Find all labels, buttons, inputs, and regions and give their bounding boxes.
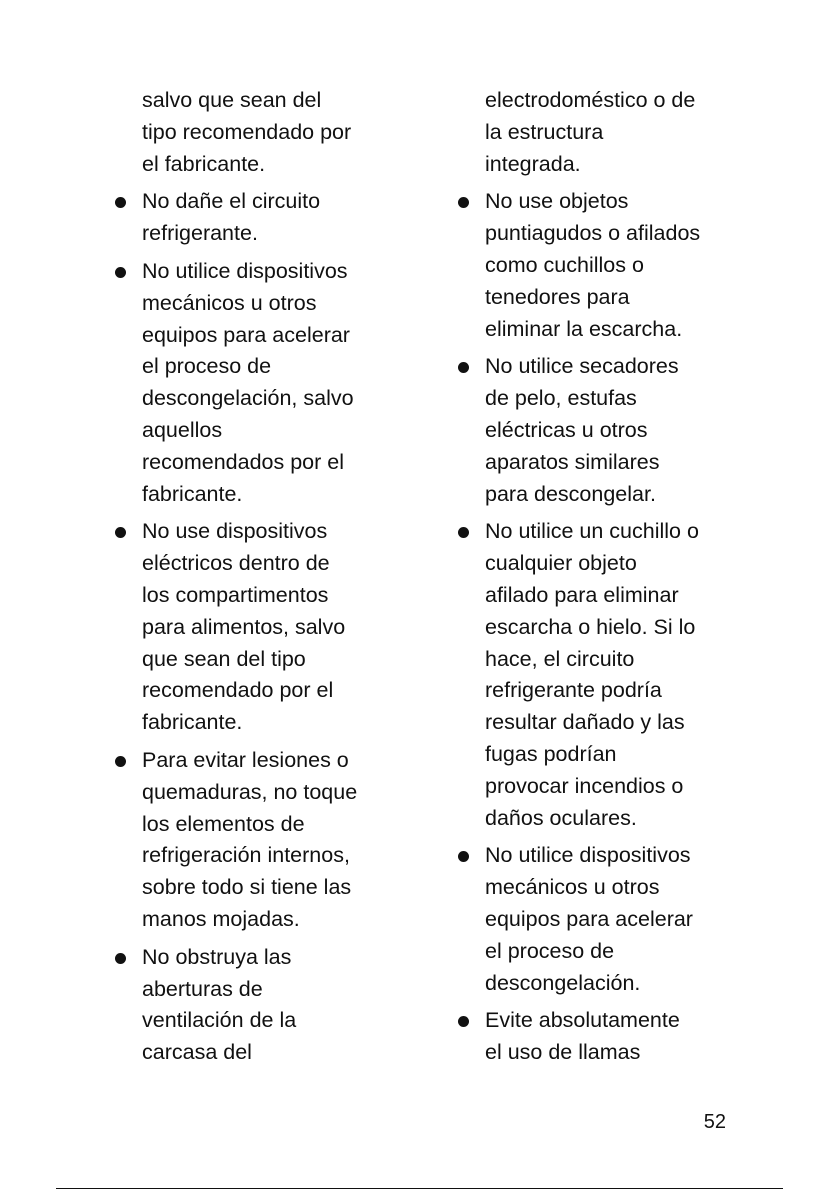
text-line: puntiagudos o afilados: [485, 221, 701, 246]
bullet-icon: [458, 851, 469, 862]
text-line: para alimentos, salvo: [142, 614, 346, 639]
text-line: mecánicos u otros: [142, 290, 317, 315]
text-line: el uso de llamas: [485, 1040, 641, 1065]
bullet-item: [485, 840, 735, 999]
text-line: eliminar la escarcha.: [485, 316, 683, 341]
text-line: fabricante.: [142, 481, 243, 506]
text-line: resultar dañado y las: [485, 710, 685, 735]
text-line: equipos para acelerar: [485, 906, 693, 931]
text-line: No use dispositivos: [142, 519, 328, 544]
text-line: No utilice dispositivos: [142, 258, 348, 283]
text-line: el proceso de: [485, 938, 615, 963]
bullet-item: [142, 516, 392, 739]
text-line: salvo que sean del: [142, 88, 322, 112]
continuation-paragraph: [485, 85, 735, 180]
bullet-item: [485, 186, 735, 345]
bullet-icon: [458, 362, 469, 373]
text-line: descongelación, salvo: [142, 386, 354, 411]
text-line: los compartimentos: [142, 582, 329, 607]
text-line: afilado para eliminar: [485, 582, 679, 607]
text-line: refrigerante podría: [485, 678, 662, 703]
text-line: No use objetos: [485, 189, 629, 214]
bullet-item: [485, 1005, 735, 1069]
text-line: fabricante.: [142, 710, 243, 735]
bullet-item: [485, 516, 735, 834]
text-line: aberturas de: [142, 976, 263, 1001]
text-line: mecánicos u otros: [485, 875, 660, 900]
bullet-item: [142, 745, 392, 936]
page-number: 52: [703, 1111, 726, 1133]
bullet-icon: [458, 527, 469, 538]
text-line: de pelo, estufas: [485, 386, 637, 411]
text-line: No utilice dispositivos: [485, 843, 691, 868]
text-line: la estructura: [485, 119, 604, 144]
text-line: carcasa del: [142, 1040, 252, 1065]
text-line: Para evitar lesiones o: [142, 747, 349, 772]
bullet-icon: [115, 267, 126, 278]
text-line: No utilice secadores: [485, 354, 679, 379]
text-line: hace, el circuito: [485, 646, 635, 671]
bullet-icon: [458, 197, 469, 208]
text-line: refrigerante.: [142, 221, 258, 246]
text-line: el fabricante.: [142, 151, 266, 176]
continuation-paragraph: [142, 85, 392, 180]
text-line: escarcha o hielo. Si lo: [485, 614, 696, 639]
text-line: fugas podrían: [485, 741, 617, 766]
text-line: eléctricas u otros: [485, 417, 648, 442]
bullet-icon: [115, 953, 126, 964]
text-line: No dañe el circuito: [142, 189, 321, 214]
text-line: descongelación.: [485, 970, 641, 995]
text-line: que sean del tipo: [142, 646, 306, 671]
text-line: tenedores para: [485, 284, 630, 309]
text-line: como cuchillos o: [485, 252, 644, 277]
left-column: [142, 85, 392, 1075]
text-line: aquellos: [142, 417, 223, 442]
bullet-item: [142, 942, 392, 1069]
bullet-item: [142, 256, 392, 510]
text-line: electrodoméstico o de: [485, 88, 696, 112]
bullet-icon: [115, 756, 126, 767]
text-line: cualquier objeto: [485, 551, 637, 576]
text-line: sobre todo si tiene las: [142, 875, 352, 900]
text-line: para descongelar.: [485, 481, 656, 506]
text-line: aparatos similares: [485, 449, 660, 474]
bullet-item: [485, 351, 735, 510]
text-line: eléctricos dentro de: [142, 551, 330, 576]
text-line: No utilice un cuchillo o: [485, 519, 699, 544]
text-line: manos mojadas.: [142, 906, 300, 931]
text-line: tipo recomendado por: [142, 119, 352, 144]
text-line: recomendados por el: [142, 449, 344, 474]
footer-divider: [56, 1188, 783, 1189]
bullet-item: [142, 186, 392, 250]
text-line: quemaduras, no toque: [142, 779, 358, 804]
bullet-icon: [115, 527, 126, 538]
text-line: recomendado por el: [142, 678, 334, 703]
text-line: integrada.: [485, 151, 581, 176]
right-column: [485, 85, 735, 1075]
text-line: ventilación de la: [142, 1008, 297, 1033]
text-line: No obstruya las: [142, 944, 292, 969]
text-line: refrigeración internos,: [142, 843, 350, 868]
text-line: el proceso de: [142, 354, 272, 379]
text-line: provocar incendios o: [485, 773, 684, 798]
text-line: daños oculares.: [485, 805, 637, 830]
bullet-icon: [458, 1016, 469, 1027]
text-line: Evite absolutamente: [485, 1008, 680, 1033]
bullet-icon: [115, 197, 126, 208]
text-line: los elementos de: [142, 811, 305, 836]
text-line: equipos para acelerar: [142, 322, 350, 347]
